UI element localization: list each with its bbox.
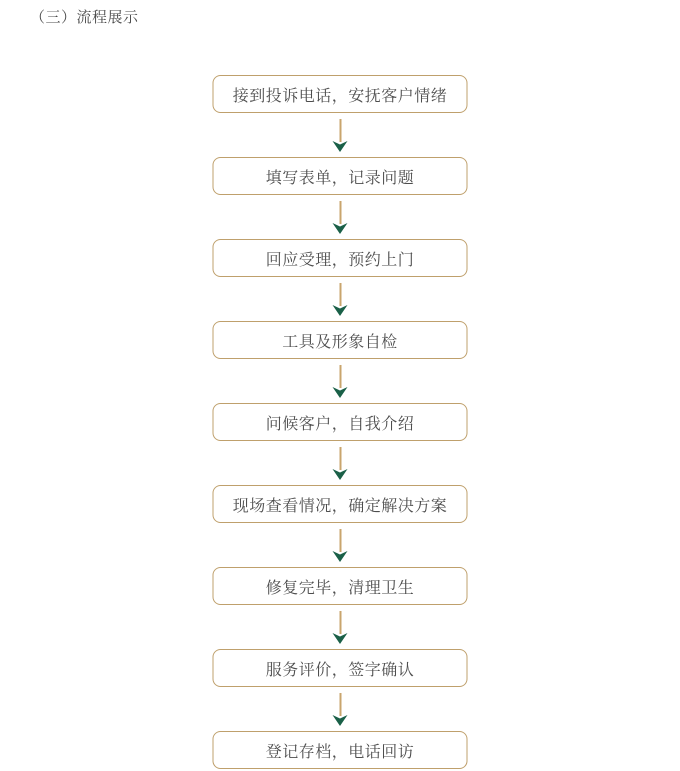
arrow-stem [339,119,341,142]
flow-step-box: 现场查看情况，确定解决方案 [213,485,468,523]
flow-step-box: 问候客户，自我介绍 [213,403,468,441]
arrow-head [333,387,348,398]
arrow-head [333,223,348,234]
arrow-stem [339,529,341,552]
arrow-stem [339,611,341,634]
flow-step-box: 服务评价，签字确认 [213,649,468,687]
arrow-head [333,141,348,152]
down-arrow-icon [332,605,348,649]
flow-step-box: 工具及形象自检 [213,321,468,359]
arrow-stem [339,201,341,224]
page-title: （三）流程展示 [30,9,139,26]
flow-step-box: 回应受理，预约上门 [213,239,468,277]
flow-step-box: 填写表单，记录问题 [213,157,468,195]
flow-step-box: 登记存档，电话回访 [213,731,468,769]
arrow-head [333,551,348,562]
arrow-head [333,633,348,644]
arrow-head [333,715,348,726]
arrow-stem [339,693,341,716]
down-arrow-icon [332,441,348,485]
down-arrow-icon [332,113,348,157]
down-arrow-icon [332,523,348,567]
down-arrow-icon [332,359,348,403]
arrow-head [333,469,348,480]
arrow-stem [339,447,341,470]
flowchart [213,75,468,769]
down-arrow-icon [332,687,348,731]
flow-step-box: 修复完毕，清理卫生 [213,567,468,605]
flow-step-box: 接到投诉电话，安抚客户情绪 [213,75,468,113]
arrow-head [333,305,348,316]
arrow-stem [339,365,341,388]
down-arrow-icon [332,195,348,239]
arrow-stem [339,283,341,306]
down-arrow-icon [332,277,348,321]
